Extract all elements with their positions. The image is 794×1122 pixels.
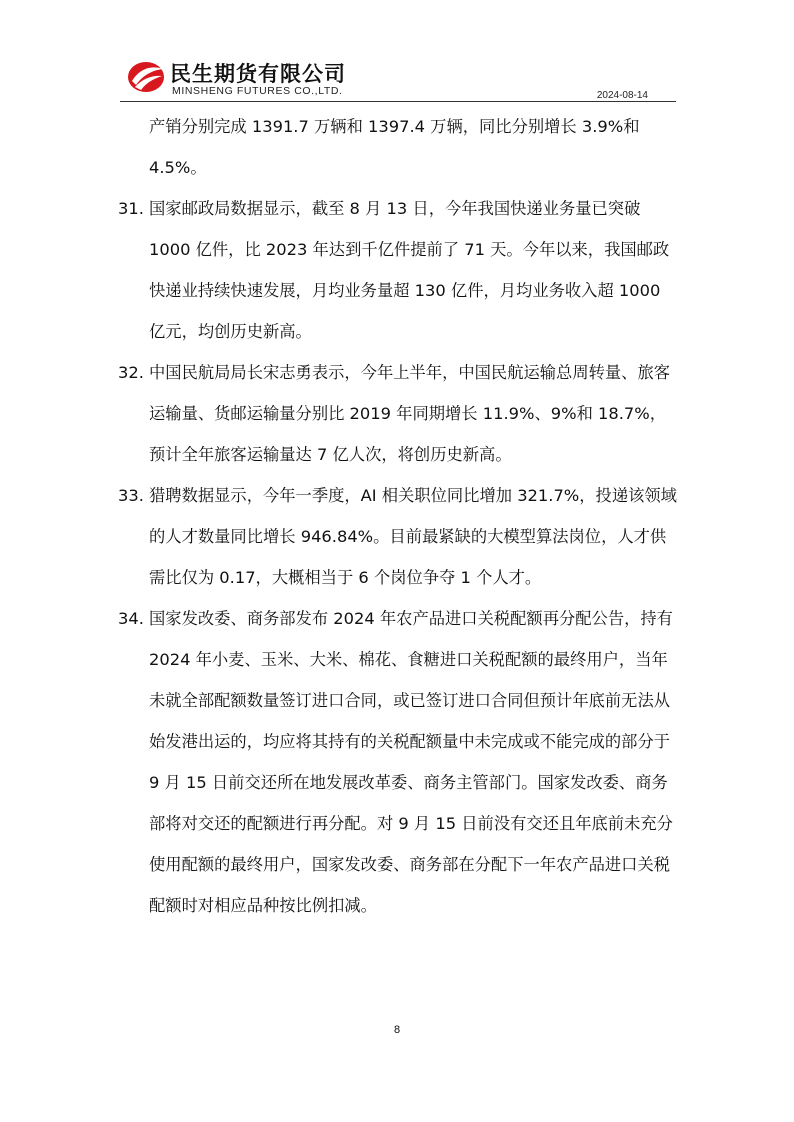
minsheng-logo-icon — [126, 56, 166, 96]
item-text: 中国民航局局长宋志勇表示，今年上半年，中国民航运输总周转量、旅客运输量、货邮运输量分别比 2019 年同期增长 11.9%、9%和 18.7%，预计全年旅客运输量达 7 亿人次，将创历史新高。 — [149, 363, 671, 464]
news-list — [118, 106, 678, 926]
company-name-cn: 民生期货有限公司 — [170, 62, 346, 86]
item-text: 猎聘数据显示，今年一季度，AI 相关职位同比增加 321.7%，投递该领域的人才数量同比增长 946.84%。目前最紧缺的大模型算法岗位，人才供需比仅为 0.17，大概相当于 6 个岗位争夺 1 个人才。 — [149, 486, 677, 587]
item-number: 31. — [118, 199, 144, 218]
item-number: 34. — [118, 609, 144, 628]
item-number: 33. — [118, 486, 144, 505]
news-item-32 — [118, 352, 678, 475]
header-rule — [120, 101, 676, 102]
news-item-33 — [118, 475, 678, 598]
report-date: 2024-08-14 — [596, 90, 648, 101]
item-number: 32. — [118, 363, 144, 382]
company-name-en: MINSHENG FUTURES CO.,LTD. — [172, 85, 343, 97]
news-item-31 — [118, 188, 678, 352]
news-item-34 — [118, 598, 678, 926]
page-header — [120, 52, 676, 104]
page-number: 8 — [393, 1024, 401, 1036]
item-text: 国家邮政局数据显示，截至 8 月 13 日，今年我国快递业务量已突破 1000 亿件，比 2023 年达到千亿件提前了 71 天。今年以来，我国邮政快递业持续快速发展，月均业务量超 130 亿件，月均业务收入超 1000 亿元，均创历史新高。 — [149, 199, 670, 341]
item-text: 国家发改委、商务部发布 2024 年农产品进口关税配额再分配公告，持有 2024 年小麦、玉米、大米、棉花、食糖进口关税配额的最终用户，当年未就全部配额数量签订进口合同，或已签订进口合同但预计年底前无法从始发港出运的，均应将其持有的关税配额量中未完成或不能完成的部分于 9 月 15 日前交还所在地发展改革委、商务主管部门。国家发改委、商务部将对交还的配额进行再分配。对 9 月 15 日前没有交还且年底前未充分使用配额的最终用户，国家发改委、商务部在分配下一年农产品进口关税配额时对相应品种按比例扣减。 — [149, 609, 673, 915]
continuation-paragraph: 产销分别完成 1391.7 万辆和 1397.4 万辆，同比分别增长 3.9%和 4.5%。 — [149, 117, 640, 177]
